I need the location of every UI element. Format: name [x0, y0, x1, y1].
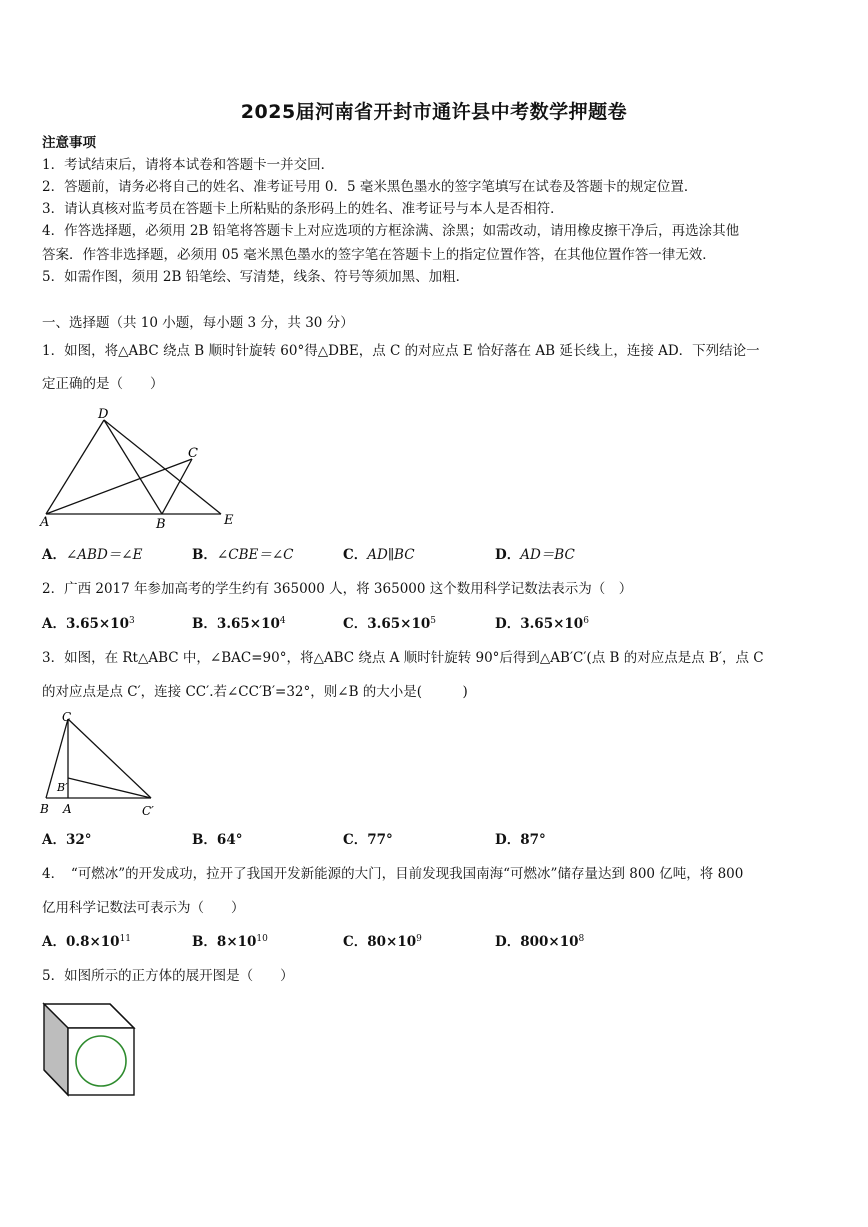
- q3-option-c-text: 77°: [367, 832, 393, 848]
- q3-stem-line1: 3．如图，在 Rt△ABC 中，∠BAC=90°，将△ABC 绕点 A 顺时针旋转 90°后得到△AB′C′(点 B 的对应点是点 B′，点 C: [42, 650, 764, 666]
- notice-item-5: 5．如需作图，须用 2B 铅笔绘、写清楚，线条、符号等须加黑、加粗．: [42, 269, 470, 285]
- q2-option-c-letter: C．: [343, 616, 368, 632]
- q2-option-b[interactable]: [192, 615, 286, 633]
- q3-label-b-prime: B′: [57, 781, 68, 794]
- q3-figure: [38, 708, 163, 820]
- q1-stem-line1: 1．如图，将△ABC 绕点 B 顺时针旋转 60°得△DBE，点 C 的对应点 E 恰好落在 AB 延长线上，连接 AD．下列结论一: [42, 343, 760, 359]
- q1-option-d-letter: D．: [495, 547, 521, 563]
- q1-option-d-text: AD＝BC: [520, 547, 575, 563]
- q4-option-a-letter: A．: [42, 934, 66, 950]
- notice-item-2: 2．答题前，请务必将自己的姓名、准考证号用 0．5 毫米黑色墨水的签字笔填写在试卷及答题卡的规定位置．: [42, 179, 698, 195]
- q3-stem-line2: 的对应点是点 C′，连接 CC′.若∠CC′B′=32°，则∠B 的大小是( ): [42, 684, 468, 700]
- q4-option-d-base: 800×10: [520, 934, 579, 950]
- q3-option-d[interactable]: [495, 831, 546, 849]
- q2-option-b-base: 3.65×10: [216, 616, 280, 632]
- q1-line-db: [104, 420, 162, 514]
- q2-option-a[interactable]: [42, 615, 135, 633]
- q1-option-b-text: ∠CBE＝∠C: [216, 547, 294, 563]
- q1-line-ac: [46, 459, 192, 514]
- q2-option-d-base: 3.65×10: [520, 616, 584, 632]
- q4-option-b[interactable]: [192, 933, 268, 951]
- q1-stem-line2: 定正确的是（ ）: [42, 376, 164, 392]
- q2-stem: 2．广西 2017 年参加高考的学生约有 365000 人，将 365000 这个数用科学记数法表示为（ ）: [42, 581, 633, 597]
- q3-option-d-letter: D．: [495, 832, 521, 848]
- q4-option-c[interactable]: [343, 933, 422, 951]
- q3-option-b-letter: B．: [192, 832, 217, 848]
- q4-option-b-base: 8×10: [216, 934, 257, 950]
- q2-option-d-letter: D．: [495, 616, 521, 632]
- q4-option-d-exp: 8: [578, 934, 585, 944]
- q1-figure: [38, 402, 243, 532]
- q2-option-b-letter: B．: [192, 616, 217, 632]
- q5-cube-front-face: [68, 1028, 134, 1095]
- q1-label-c: C: [188, 446, 198, 461]
- q2-option-a-exp: 3: [128, 616, 135, 626]
- notice-item-4: 4．作答选择题，必须用 2B 铅笔将答题卡上对应选项的方框涂满、涂黑；如需改动，请用橡皮擦干净后，再选涂其他: [42, 223, 740, 239]
- section-heading: 一、选择题（共 10 小题，每小题 3 分，共 30 分）: [42, 315, 354, 331]
- q1-option-c[interactable]: [343, 546, 415, 564]
- page-title: 2025届河南省开封市通许县中考数学押题卷: [240, 101, 628, 123]
- q3-line-cc-prime: [68, 719, 151, 798]
- q3-option-d-text: 87°: [520, 832, 546, 848]
- notice-heading: 注意事项: [42, 135, 96, 151]
- q4-stem-line2: 亿用科学记数法可表示为（ ）: [42, 900, 245, 916]
- q4-option-c-base: 80×10: [367, 934, 417, 950]
- q1-option-a[interactable]: [42, 546, 142, 564]
- q1-line-ad: [46, 420, 104, 514]
- q3-option-a-letter: A．: [42, 832, 66, 848]
- notice-item-1: 1．考试结束后，请将本试卷和答题卡一并交回．: [42, 157, 335, 173]
- q3-option-b[interactable]: [192, 831, 242, 849]
- q3-label-c-prime: C′: [142, 804, 154, 818]
- q4-option-c-exp: 9: [416, 934, 422, 944]
- q1-line-de: [104, 420, 221, 514]
- q2-option-a-letter: A．: [42, 616, 66, 632]
- q2-option-d[interactable]: [495, 615, 589, 633]
- q4-stem-line1: 4． “可燃冰”的开发成功，拉开了我国开发新能源的大门，目前发现我国南海“可燃冰”储存量达到 800 亿吨，将 800: [42, 866, 744, 882]
- q3-label-a: A: [63, 802, 72, 816]
- q4-option-d-letter: D．: [495, 934, 521, 950]
- q5-stem: 5．如图所示的正方体的展开图是（ ）: [42, 968, 294, 984]
- q1-option-c-letter: C．: [343, 547, 368, 563]
- q1-option-a-letter: A．: [42, 547, 66, 563]
- q5-cube-figure: [40, 1000, 140, 1100]
- q4-option-c-letter: C．: [343, 934, 368, 950]
- q1-option-b[interactable]: [192, 546, 293, 564]
- q3-option-c[interactable]: [343, 831, 393, 849]
- q4-option-a-exp: 11: [119, 934, 132, 944]
- q1-option-d[interactable]: [495, 546, 575, 564]
- q4-option-b-letter: B．: [192, 934, 217, 950]
- q4-option-a-base: 0.8×10: [65, 934, 120, 950]
- q4-option-b-exp: 10: [256, 934, 268, 944]
- q3-option-b-text: 64°: [216, 832, 243, 848]
- q2-option-d-exp: 6: [583, 616, 589, 626]
- q3-label-c: C: [62, 710, 72, 724]
- q2-option-c-exp: 5: [430, 616, 436, 626]
- q2-option-b-exp: 4: [279, 616, 286, 626]
- notice-item-3: 3．请认真核对监考员在答题卡上所粘贴的条形码上的姓名、准考证号与本人是否相符．: [42, 201, 564, 217]
- q1-option-c-text: AD∥BC: [367, 547, 415, 563]
- q1-option-b-letter: B．: [192, 547, 217, 563]
- q2-option-c[interactable]: [343, 615, 436, 633]
- notice-item-4-cont: 答案．作答非选择题，必须用 05 毫米黑色墨水的签字笔在答题卡上的指定位置作答，在其他位置作答一律无效．: [42, 247, 716, 263]
- q1-label-b: B: [156, 517, 166, 532]
- q3-line-b-prime-c-prime: [68, 778, 151, 798]
- q4-option-a[interactable]: [42, 933, 131, 951]
- q2-option-c-base: 3.65×10: [367, 616, 431, 632]
- q1-option-a-text: ∠ABD＝∠E: [65, 547, 143, 563]
- q1-label-d: D: [98, 407, 109, 422]
- q1-label-e: E: [224, 513, 234, 528]
- q3-option-a[interactable]: [42, 831, 92, 849]
- q3-option-c-letter: C．: [343, 832, 368, 848]
- q3-option-a-text: 32°: [65, 832, 92, 848]
- q4-option-d[interactable]: [495, 933, 584, 951]
- q1-label-a: A: [40, 515, 50, 530]
- q2-option-a-base: 3.65×10: [65, 616, 129, 632]
- q3-label-b: B: [40, 802, 49, 816]
